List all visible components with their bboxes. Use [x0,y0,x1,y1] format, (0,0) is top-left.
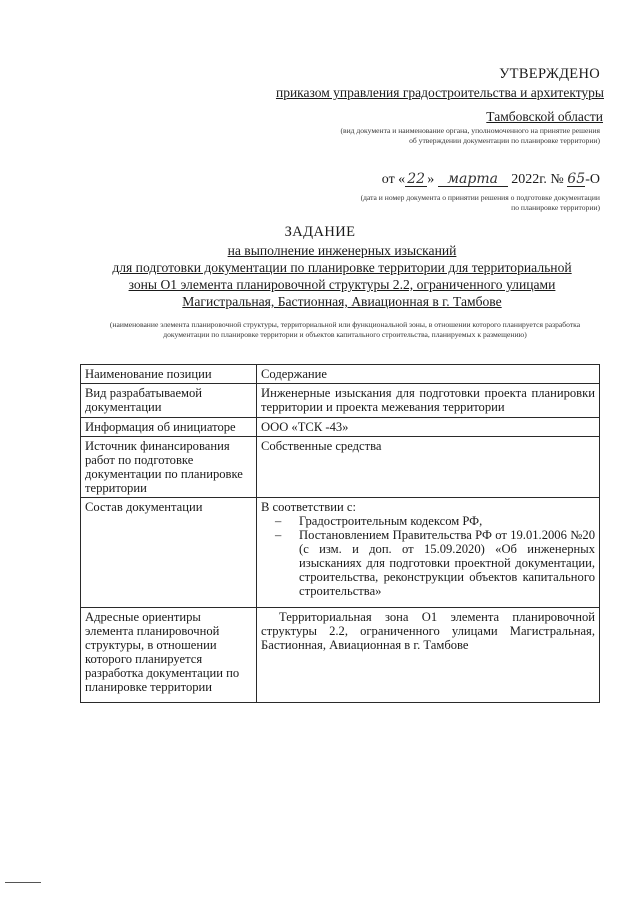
footer-divider [5,882,41,883]
region-name: Тамбовской области [486,109,603,124]
subtitle-line-4: Магистральная, Бастионная, Авиационная в г. Тамбове [182,294,502,309]
row-content-cell: Инженерные изыскания для подготовки проекта планировки территории и проекта межевания территории [257,384,600,418]
table-row [81,608,600,703]
date-year-text: 2022г. № [511,172,564,187]
documentation-list [261,514,595,598]
authority-note: (вид документа и наименование органа, уполномоченного на принятие решения об утверждении документации по планировке территории) [340,126,600,145]
row-content-cell: Собственные средства [257,437,600,498]
document-title: ЗАДАНИЕ [284,224,356,240]
table-header-row [81,365,600,384]
header-cell-content: Содержание [257,365,600,384]
order-date-line [382,172,600,188]
subtitle-line-1: на выполнение инженерных изысканий [227,243,457,258]
row-name-cell: Состав документации [81,498,257,608]
date-note: (дата и номер документа о принятии решения о подготовке документации по планировке территории) [360,193,600,212]
table-row [81,498,600,608]
row-content-cell: ООО «ТСК -43» [257,418,600,437]
table-row [81,384,600,418]
row-content-cell [257,498,600,608]
date-day-handwritten: 22 [405,172,427,187]
order-number-suffix: -О [585,172,600,187]
approving-authority: приказом управления градостроительства и архитектуры [275,85,604,100]
date-prefix: от « [381,172,406,187]
header-cell-position: Наименование позиции [81,365,257,384]
date-month-handwritten: марта [438,172,508,187]
row-name-cell: Вид разрабатываемой документации [81,384,257,418]
approved-heading: УТВЕРЖДЕНО [499,66,600,82]
subtitle-line-2: для подготовки документации по планировке территории для территориальной [112,260,572,275]
list-item: – Постановлением Правительства РФ от 19.01.2006 №20 (с изм. и доп. от 15.09.2020) «Об инженерных изысканиях для подготовки проектной документации, строительства, реконструкции объектов капитального строительства» [275,528,595,598]
date-separator: » [427,172,435,187]
row-name-cell: Источник финансирования работ по подготовке документации по планировке территории [81,437,257,498]
row-name-cell: Информация об инициаторе [81,418,257,437]
order-number-handwritten: 65 [567,171,586,187]
row-content-cell: Территориальная зона О1 элемента планировочной структуры 2.2, ограниченного улицами Магистральная, Бастионная, Авиационная в г. Тамбове [257,608,600,703]
subtitle-line-3: зоны О1 элемента планировочной структуры 2.2, ограниченного улицами [128,277,556,292]
task-table [80,364,600,703]
list-item: – Градостроительным кодексом РФ, [275,514,483,528]
table-row [81,437,600,498]
table-row [81,418,600,437]
subtitle-note: (наименование элемента планировочной структуры, территориальной или функциональной зоны, в отношении которого планируется разработка документации по планировке территории и объектов капитального строительства, планируемых к размещению) [109,320,581,339]
documentation-intro: В соответствии с: [261,500,356,514]
row-name-cell: Адресные ориентиры элемента планировочной структуры, в отношении которого планируется разработка документации по планировке территории [81,608,257,703]
